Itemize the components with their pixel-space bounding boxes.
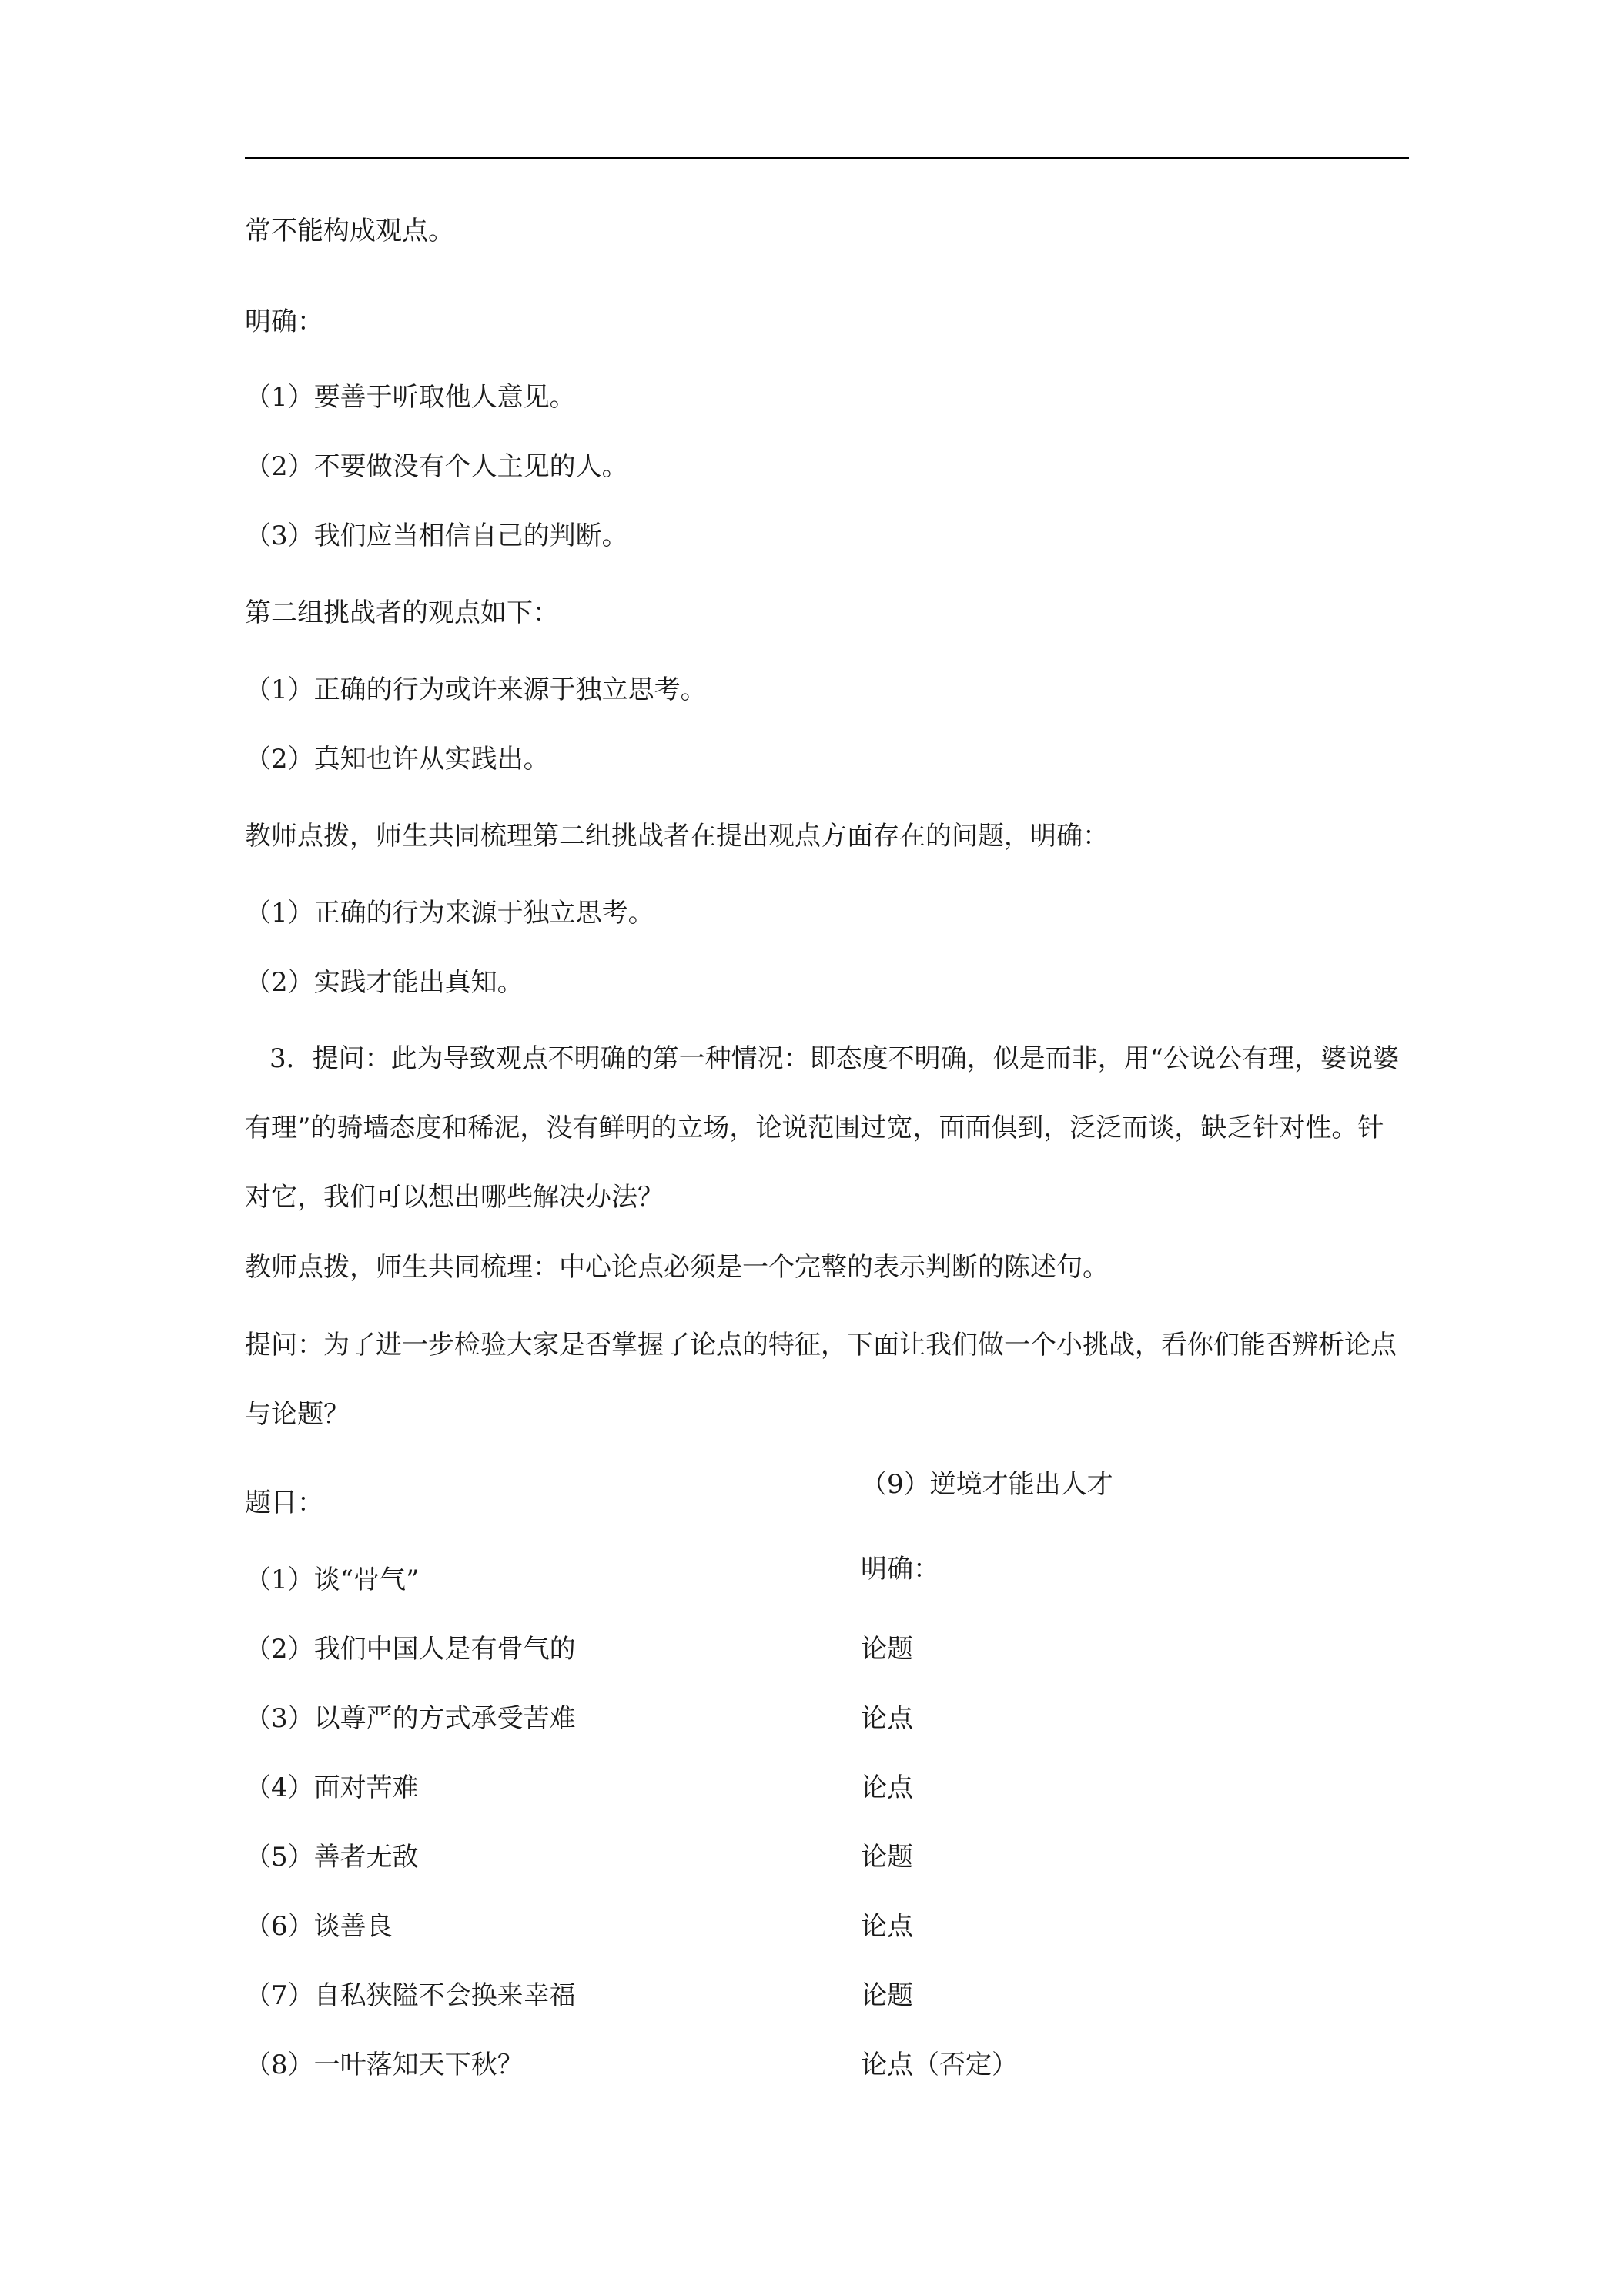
quiz-title: 题目：	[245, 1488, 323, 1518]
paragraph-3: 3．提问：此为导致观点不明确的第一种情况：即态度不明确，似是而非，用“公说公有理，婆说婆有理”的骑墙态度和稀泥，没有鲜明的立场，论说范围过宽，面面俱到，泛泛而谈，缺乏针对性。针对它，我们可以想出哪些解决办法？	[245, 1043, 1400, 1213]
text-line: 第二组挑战者的观点如下：	[245, 597, 559, 628]
answer-title: 明确：	[861, 1554, 939, 1585]
text-line: （2）实践才能出真知。	[245, 967, 524, 998]
quiz-item: （2）我们中国人是有骨气的	[245, 1634, 576, 1665]
text-line: （1）要善于听取他人意见。	[245, 382, 576, 413]
quiz-item: （5）善者无敌	[245, 1842, 419, 1873]
answer-item: 论点	[861, 1911, 913, 1942]
answer-item: 论题	[861, 1980, 913, 2011]
text-line: 明确：	[245, 306, 323, 337]
answer-item: 论点	[861, 1703, 913, 1734]
answer-item: 论题	[861, 1842, 913, 1873]
paragraph-4: 提问：为了进一步检验大家是否掌握了论点的特征，下面让我们做一个小挑战，看你们能否辨析论点与论题？	[245, 1330, 1397, 1430]
answer-item: 论点	[861, 1772, 913, 1803]
quiz-item: （6）谈善良	[245, 1911, 393, 1942]
text-line: 常不能构成观点。	[245, 216, 454, 246]
answer-item: 论题	[861, 1634, 913, 1665]
text-line: （2）不要做没有个人主见的人。	[245, 451, 628, 482]
quiz-item: （1）谈“骨气”	[245, 1565, 420, 1595]
answer-item: 论点（否定）	[861, 2050, 1018, 2080]
text-line: 教师点拨，师生共同梳理：中心论点必须是一个完整的表示判断的陈述句。	[245, 1252, 1109, 1283]
quiz-item-9: （9）逆境才能出人才	[861, 1469, 1113, 1500]
text-line: （1）正确的行为或许来源于独立思考。	[245, 674, 707, 705]
quiz-item: （7）自私狭隘不会换来幸福	[245, 1980, 576, 2011]
text-line: （1）正确的行为来源于独立思考。	[245, 898, 654, 929]
text-line: （2）真知也许从实践出。	[245, 744, 550, 775]
quiz-item: （3）以尊严的方式承受苦难	[245, 1703, 576, 1734]
quiz-item: （8）一叶落知天下秋？	[245, 2050, 524, 2080]
text-line: 教师点拨，师生共同梳理第二组挑战者在提出观点方面存在的问题，明确：	[245, 821, 1109, 852]
quiz-item: （4）面对苦难	[245, 1772, 419, 1803]
header-rule	[245, 157, 1409, 159]
text-line: （3）我们应当相信自己的判断。	[245, 520, 628, 551]
